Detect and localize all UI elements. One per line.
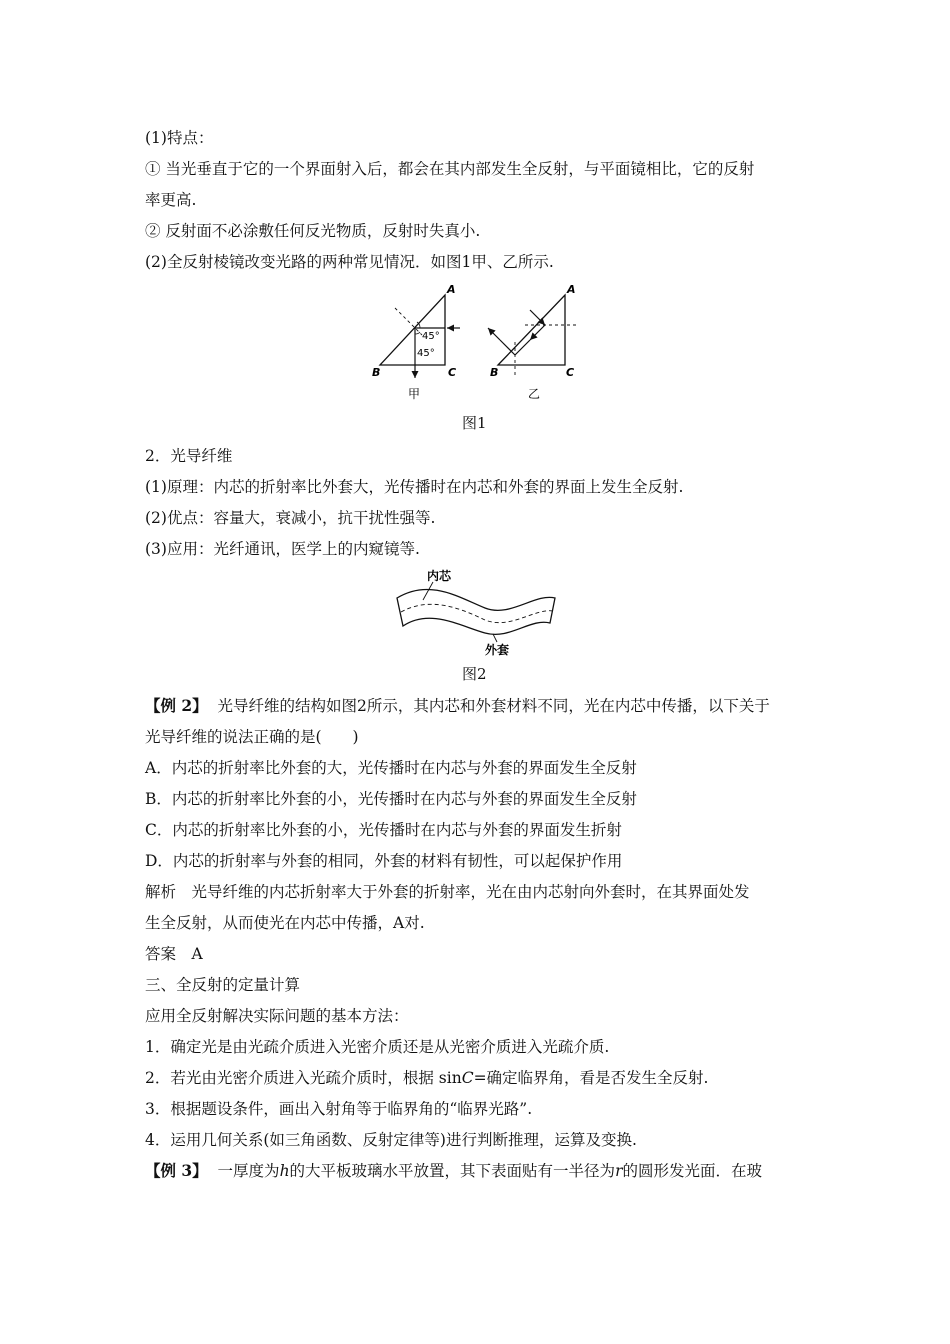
vertex-label-c-left: C (448, 366, 457, 379)
method-step-3: 3．根据题设条件，画出入射角等于临界角的“临界光路”. (145, 1100, 533, 1118)
example-2-tag: 【例 2】 (145, 696, 208, 715)
fiber-principle: (1)原理：内芯的折射率比外套大，光传播时在内芯和外套的界面上发生全反射. (145, 478, 684, 496)
label-cladding: 外套 (485, 643, 510, 657)
example-2-analysis-line-2: 生全反射，从而使光在内芯中传播，A对. (145, 914, 425, 932)
fiber-advantage: (2)优点：容量大，衰减小，抗干扰性强等. (145, 509, 436, 527)
example-3-tag: 【例 3】 (145, 1161, 208, 1180)
section-heading-optical-fiber: 2．光导纤维 (145, 447, 233, 465)
example-3-text-suffix: 的圆形发光面．在玻 (622, 1162, 762, 1180)
example-2-option-a: A．内芯的折射率比外套的大，光传播时在内芯与外套的界面发生全反射 (145, 759, 637, 777)
example-2-question-line-1 (145, 696, 770, 716)
figure-2-fiber-diagram (385, 568, 565, 658)
example-2-analysis-line-1: 解析 光导纤维的内芯折射率大于外套的折射率，光在由内芯射向外套时，在其界面处发 (145, 883, 750, 901)
prism-left (372, 283, 460, 401)
sublabel-jia: 甲 (408, 387, 421, 401)
example-2-question-text: 光导纤维的结构如图2所示，其内芯和外套材料不同，光在内芯中传播，以下关于 (217, 697, 770, 715)
method-step-4: 4．运用几何关系(如三角函数、反射定律等)进行判断推理，运算及变换. (145, 1131, 637, 1149)
sublabel-yi: 乙 (528, 387, 541, 401)
sub-heading-features: (1)特点： (145, 129, 214, 147)
example-2-option-d: D．内芯的折射率与外套的相同，外套的材料有韧性，可以起保护作用 (145, 852, 623, 870)
vertex-label-b-right: B (490, 366, 499, 379)
prism-cases-text: (2)全反射棱镜改变光路的两种常见情况．如图1甲、乙所示. (145, 253, 554, 271)
angle-label-top: 45° (422, 331, 440, 342)
feature-point-1-line-1: ① 当光垂直于它的一个界面射入后，都会在其内部发生全反射，与平面镜相比，它的反射 (145, 160, 755, 178)
method-step-2-prefix: 2．若光由光密介质进入光疏介质时，根据 sin (145, 1069, 462, 1087)
figure-2-caption: 图2 (462, 665, 487, 683)
example-3-text-mid: 的大平板玻璃水平放置，其下表面贴有一半径为 (289, 1162, 616, 1180)
fiber-application: (3)应用：光纤通讯，医学上的内窥镜等. (145, 540, 420, 558)
feature-point-2: ② 反射面不必涂敷任何反光物质，反射时失真小. (145, 222, 481, 240)
vertex-label-b-left: B (372, 366, 381, 379)
feature-point-1-line-2: 率更高. (145, 191, 197, 209)
vertex-label-a-right: A (567, 283, 576, 296)
label-core: 内芯 (427, 569, 452, 583)
method-step-2-var: C (461, 1069, 474, 1087)
example-2-option-c: C．内芯的折射率比外套的小，光传播时在内芯与外套的界面发生折射 (145, 821, 622, 839)
method-step-1: 1．确定光是由光疏介质进入光密介质还是从光密介质进入光疏介质. (145, 1038, 610, 1056)
prism-right (488, 283, 578, 401)
example-3-var-r: r (615, 1162, 623, 1180)
method-intro: 应用全反射解决实际问题的基本方法： (145, 1007, 409, 1025)
figure-1-caption: 图1 (462, 414, 487, 432)
angle-label-bottom: 45° (417, 348, 435, 359)
method-step-2 (145, 1068, 708, 1088)
section-heading-quantitative: 三、全反射的定量计算 (145, 976, 301, 994)
vertex-label-c-right: C (566, 366, 575, 379)
example-2-answer: 答案 A (145, 945, 203, 963)
example-3-line-1 (145, 1161, 762, 1181)
example-2-option-b: B．内芯的折射率比外套的小，光传播时在内芯与外套的界面发生全反射 (145, 790, 637, 808)
method-step-2-suffix: =确定临界角，看是否发生全反射. (473, 1069, 709, 1087)
figure-1-prism-diagram (360, 280, 600, 410)
example-3-var-h: h (279, 1162, 290, 1180)
vertex-label-a-left: A (447, 283, 456, 296)
example-2-question-line-2: 光导纤维的说法正确的是( ) (145, 728, 359, 746)
example-3-text-prefix: 一厚度为 (217, 1162, 280, 1180)
